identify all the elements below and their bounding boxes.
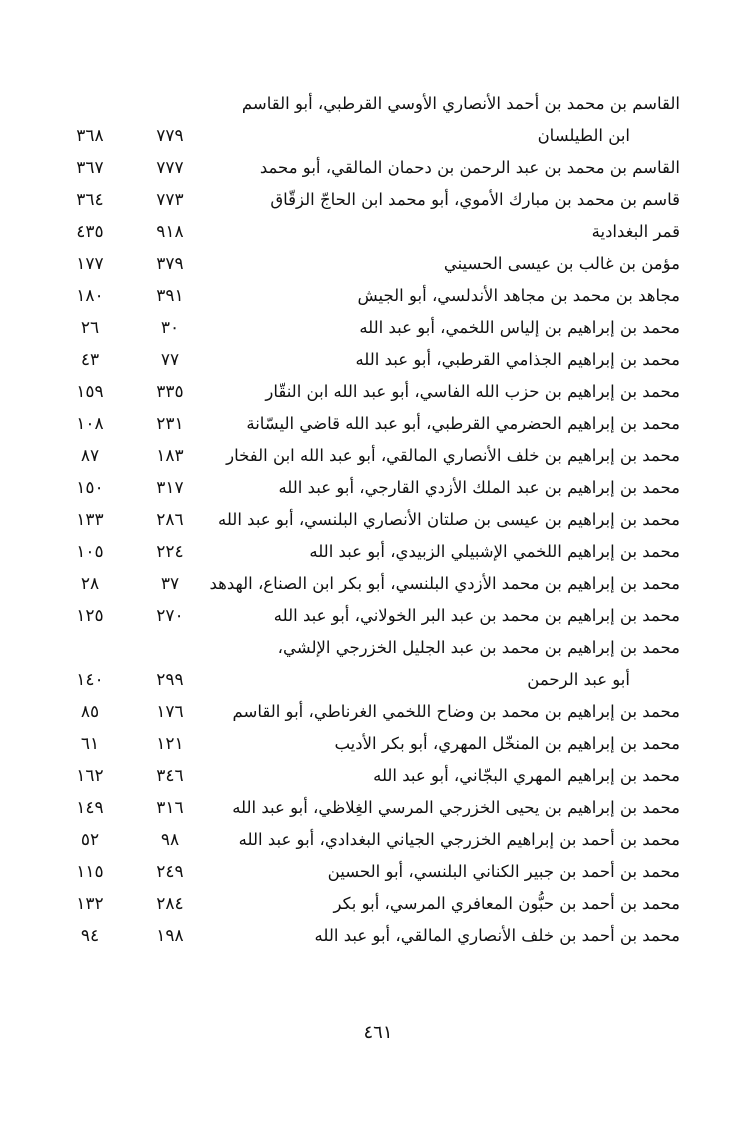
entry-number-a: ١٩٨ — [156, 926, 184, 946]
entry-name: محمد بن أحمد بن خلف الأنصاري المالقي، أبو عبد الله — [314, 926, 680, 945]
entry-number-b: ٩٤ — [80, 926, 100, 946]
index-entry — [60, 824, 680, 856]
entry-number-b: ١٤٠ — [76, 670, 104, 690]
entry-number-b: ٤٣ — [80, 350, 100, 370]
entry-number-b: ١٣٣ — [76, 510, 104, 530]
index-entry — [60, 632, 680, 664]
entry-number-a: ١٨٣ — [156, 446, 184, 466]
entry-number-a: ٢٨٦ — [156, 510, 184, 530]
index-entry — [60, 312, 680, 344]
entry-name: القاسم بن محمد بن عبد الرحمن بن دحمان المالقي، أبو محمد — [259, 158, 680, 177]
entry-number-b: ١٠٨ — [76, 414, 104, 434]
index-entry — [60, 120, 680, 152]
entry-number-a: ٧٧٣ — [156, 190, 184, 210]
entry-number-b: ١٧٧ — [76, 254, 104, 274]
entry-number-a: ٣١٧ — [156, 478, 184, 498]
entry-number-b: ٨٧ — [80, 446, 100, 466]
index-entry — [60, 504, 680, 536]
index-entry — [60, 536, 680, 568]
entry-number-b: ١٢٥ — [76, 606, 104, 626]
entry-name: قمر البغدادية — [591, 222, 680, 241]
entry-name: مجاهد بن محمد بن مجاهد الأندلسي، أبو الجيش — [357, 286, 680, 305]
index-entry — [60, 280, 680, 312]
index-entry — [60, 920, 680, 952]
entry-number-a: ٣٧ — [160, 574, 180, 594]
entry-name: محمد بن إبراهيم بن خلف الأنصاري المالقي، أبو عبد الله ابن الفخار — [226, 446, 680, 465]
entry-number-a: ٢٢٤ — [156, 542, 184, 562]
entry-name: محمد بن إبراهيم بن محمد بن وضاح اللخمي الغرناطي، أبو القاسم — [232, 702, 680, 721]
index-entry — [60, 376, 680, 408]
entry-name: أبو عبد الرحمن — [527, 670, 630, 689]
index-entry — [60, 344, 680, 376]
entry-name: مؤمن بن غالب بن عيسى الحسيني — [443, 254, 680, 273]
index-entry — [60, 600, 680, 632]
entry-number-b: ٢٦ — [80, 318, 100, 338]
entry-name: محمد بن أحمد بن جبير الكناني البلنسي، أبو الحسين — [327, 862, 680, 881]
index-entry — [60, 568, 680, 600]
entry-number-a: ٧٧٧ — [156, 158, 184, 178]
index-entry — [60, 792, 680, 824]
entry-number-a: ٧٧٩ — [156, 126, 184, 146]
entry-name: محمد بن إبراهيم بن محمد الأزدي البلنسي، أبو بكر ابن الصناع، الهدهد — [209, 574, 680, 593]
entry-number-b: ١٠٥ — [76, 542, 104, 562]
entry-number-a: ٩١٨ — [156, 222, 184, 242]
entry-number-a: ٧٧ — [160, 350, 180, 370]
entry-number-b: ٢٨ — [80, 574, 100, 594]
entry-number-b: ١١٥ — [76, 862, 104, 882]
entry-number-a: ١٧٦ — [156, 702, 184, 722]
index-entry — [60, 888, 680, 920]
entry-name: محمد بن إبراهيم بن محمد بن عبد الجليل الخزرجي الإلشي، — [277, 638, 680, 657]
entry-number-a: ٣٤٦ — [156, 766, 184, 786]
entry-name: محمد بن إبراهيم الحضرمي القرطبي، أبو عبد الله قاضي اليسّانة — [246, 414, 680, 433]
entry-name: محمد بن إبراهيم بن المنخّل المهري، أبو بكر الأديب — [334, 734, 680, 753]
entry-name: ابن الطيلسان — [537, 126, 630, 145]
index-entry — [60, 664, 680, 696]
entry-number-b: ٨٥ — [80, 702, 100, 722]
entry-number-a: ٣٧٩ — [156, 254, 184, 274]
entry-number-a: ٣٩١ — [156, 286, 184, 306]
entry-name: محمد بن إبراهيم الجذامي القرطبي، أبو عبد الله — [355, 350, 680, 369]
index-entry — [60, 408, 680, 440]
entry-number-b: ٣٦٨ — [76, 126, 104, 146]
entry-number-a: ٢٧٠ — [156, 606, 184, 626]
index-entry — [60, 248, 680, 280]
entry-name: قاسم بن محمد بن مبارك الأموي، أبو محمد ابن الحاجّ الزقّاق — [270, 190, 680, 209]
entry-number-b: ٥٢ — [80, 830, 100, 850]
index-entry — [60, 696, 680, 728]
entry-number-a: ٣٠ — [160, 318, 180, 338]
index-entry — [60, 472, 680, 504]
entry-name: محمد بن إبراهيم بن إلياس اللخمي، أبو عبد الله — [359, 318, 680, 337]
entry-number-b: ١٨٠ — [76, 286, 104, 306]
entry-number-b: ٦١ — [80, 734, 100, 754]
entry-name: القاسم بن محمد بن أحمد الأنصاري الأوسي القرطبي، أبو القاسم — [241, 94, 680, 113]
index-entry — [60, 760, 680, 792]
entry-number-a: ٣٣٥ — [156, 382, 184, 402]
index-entry — [60, 856, 680, 888]
index-entry — [60, 184, 680, 216]
entry-number-a: ٢٩٩ — [156, 670, 184, 690]
index-entry — [60, 88, 680, 120]
entry-number-b: ١٤٩ — [76, 798, 104, 818]
entry-number-a: ٢٣١ — [156, 414, 184, 434]
entry-number-b: ١٥٩ — [76, 382, 104, 402]
index-entry — [60, 216, 680, 248]
entry-number-b: ٣٦٧ — [76, 158, 104, 178]
entry-number-b: ٣٦٤ — [76, 190, 104, 210]
entry-number-a: ٢٨٤ — [156, 894, 184, 914]
entry-number-b: ١٦٢ — [76, 766, 104, 786]
entry-number-a: ٣١٦ — [156, 798, 184, 818]
page-number: ٤٦١ — [363, 1022, 393, 1043]
entry-number-a: ١٢١ — [156, 734, 184, 754]
entry-name: محمد بن إبراهيم بن عبد الملك الأزدي القارجي، أبو عبد الله — [278, 478, 680, 497]
entry-name: محمد بن إبراهيم اللخمي الإشبيلي الزبيدي، أبو عبد الله — [309, 542, 680, 561]
entry-name: محمد بن أحمد بن إبراهيم الخزرجي الجياني البغدادي، أبو عبد الله — [238, 830, 680, 849]
index-entry — [60, 728, 680, 760]
index-entry — [60, 152, 680, 184]
entry-name: محمد بن إبراهيم بن يحيى الخزرجي المرسي الغِلاظي، أبو عبد الله — [232, 798, 680, 817]
index-entry — [60, 440, 680, 472]
entry-number-a: ٩٨ — [160, 830, 180, 850]
entry-number-b: ١٥٠ — [76, 478, 104, 498]
entry-name: محمد بن إبراهيم بن حزب الله الفاسي، أبو عبد الله ابن النقّار — [265, 382, 680, 401]
entry-name: محمد بن إبراهيم بن عيسى بن صلتان الأنصاري البلنسي، أبو عبد الله — [218, 510, 680, 529]
entry-name: محمد بن إبراهيم المهري البجّاني، أبو عبد الله — [373, 766, 680, 785]
entry-number-a: ٢٤٩ — [156, 862, 184, 882]
entry-number-b: ١٣٢ — [76, 894, 104, 914]
entry-number-b: ٤٣٥ — [76, 222, 104, 242]
entry-name: محمد بن إبراهيم بن محمد بن عبد البر الخولاني، أبو عبد الله — [273, 606, 680, 625]
entry-name: محمد بن أحمد بن حبُّون المعافري المرسي، أبو بكر — [333, 894, 680, 913]
